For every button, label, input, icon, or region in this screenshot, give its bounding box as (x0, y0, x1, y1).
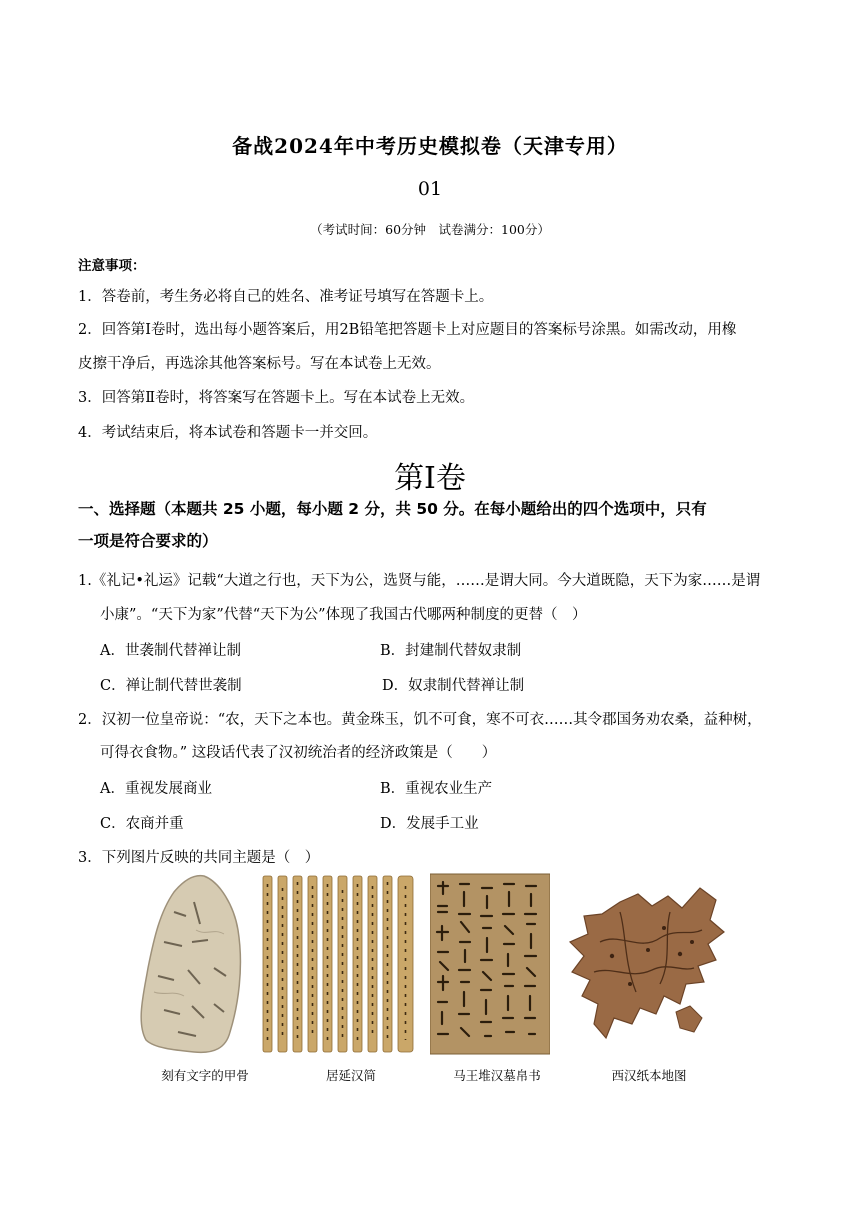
question-2-stem-cont: 可得衣食物。” 这段话代表了汉初统治者的经济政策是（ ） (100, 745, 497, 761)
caption-silk-manuscript: 马王堆汉墓帛书 (453, 1068, 541, 1083)
question-3-stem: 3．下列图片反映的共同主题是（ ） (78, 850, 320, 866)
volume-title: 第Ⅰ卷 (394, 461, 466, 496)
bamboo-slips-image (261, 872, 417, 1056)
notice-item: 4．考试结束后，将本试卷和答题卡一并交回。 (78, 425, 378, 441)
caption-bamboo-slips: 居延汉简 (325, 1068, 376, 1083)
question-1-option-d[interactable]: D．奴隶制代替禅让制 (382, 678, 525, 694)
exam-number: 01 (417, 178, 443, 200)
question-2-option-a[interactable]: A．重视发展商业 (100, 781, 212, 797)
section-heading-line1: 一、选择题（本题共 25 小题，每小题 2 分，共 50 分。在每小题给出的四个选项中，只有 (78, 500, 707, 518)
notice-item: 皮擦干净后，再选涂其他答案标号。写在本试卷上无效。 (78, 356, 441, 372)
notice-item: 1．答卷前，考生务必将自己的姓名、准考证号填写在答题卡上。 (78, 289, 494, 305)
question-2-option-d[interactable]: D．发展手工业 (380, 816, 479, 832)
question-2-option-b[interactable]: B．重视农业生产 (380, 781, 493, 797)
notice-item: 2．回答第Ⅰ卷时，选出每小题答案后，用2B铅笔把答题卡上对应题目的答案标号涂黑。如需改动，用橡 (78, 322, 737, 338)
notice-heading: 注意事项： (78, 258, 146, 274)
question-2-stem: 2．汉初一位皇帝说：“农，天下之本也。黄金珠玉，饥不可食，寒不可衣……其令郡国务劝农桑，益种树， (78, 712, 762, 728)
paper-map-image (560, 872, 730, 1056)
question-2-option-c[interactable]: C．农商并重 (100, 816, 184, 832)
question-1-stem-cont: 小康”。“天下为家”代替“天下为公”体现了我国古代哪两种制度的更替（ ） (100, 607, 587, 623)
oracle-bone-image (134, 872, 246, 1056)
question-1-option-c[interactable]: C．禅让制代替世袭制 (100, 678, 242, 694)
caption-paper-map: 西汉纸本地图 (611, 1068, 687, 1083)
caption-oracle-bone: 刻有文字的甲骨 (161, 1068, 249, 1083)
exam-info: （考试时间：60分钟 试卷满分：100分） (310, 222, 550, 237)
silk-manuscript-image (430, 872, 550, 1056)
question-1-stem: 1.《礼记•礼运》记载“大道之行也，天下为公，选贤与能，……是谓大同。今大道既隐，天下为家……是谓 (78, 573, 761, 589)
section-heading-line2: 一项是符合要求的） (78, 532, 218, 550)
notice-item: 3．回答第Ⅱ卷时，将答案写在答题卡上。写在本试卷上无效。 (78, 390, 475, 406)
question-1-option-b[interactable]: B．封建制代替奴隶制 (380, 643, 522, 659)
exam-title: 备战2024年中考历史模拟卷（天津专用） (232, 134, 628, 158)
question-1-option-a[interactable]: A．世袭制代替禅让制 (100, 643, 241, 659)
